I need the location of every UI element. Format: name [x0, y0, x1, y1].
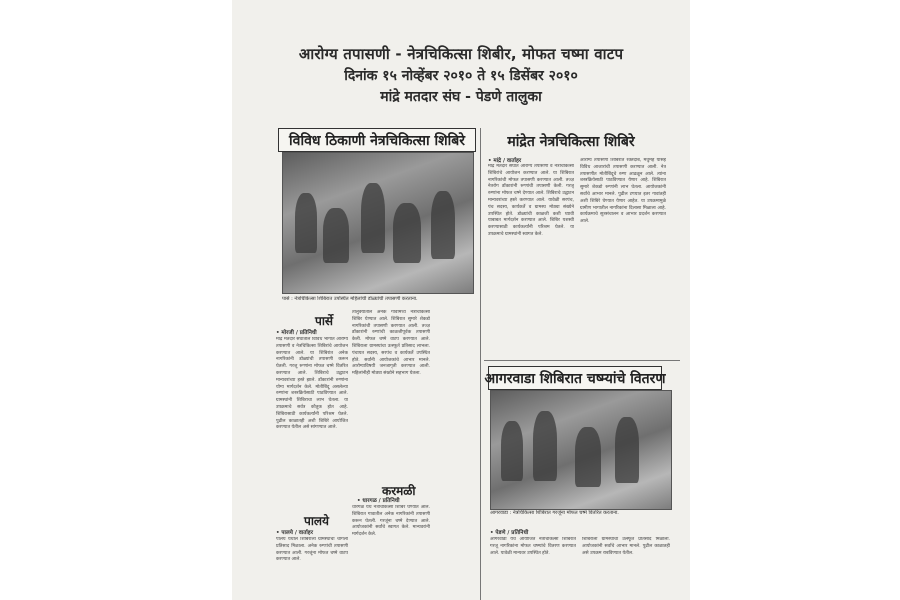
right-top-headline [485, 130, 657, 152]
left-photo-caption: पार्से : नेत्रचिकित्सा शिबिरात उपस्थित महिलांची डोळ्यांची तपासणी करताना. [282, 296, 418, 302]
subhead-karmali: करमळी [382, 484, 416, 498]
left-article-photo [282, 152, 474, 294]
newspaper-clipping [232, 0, 690, 600]
right-bottom-headline [484, 366, 666, 390]
header-line-2: दिनांक १५ नोव्हेंबर २०१० ते १५ डिसेंबर २०१० [344, 68, 578, 84]
right-bottom-headline-text: आगरवाडा शिबिरात चष्म्यांचे वितरण [484, 370, 666, 387]
byline-palye: • पालये / वार्ताहर [276, 530, 313, 536]
header-line-1: आरोग्य तपासणी - नेत्रचिकित्सा शिबीर, मोफत चष्मा वाटप [298, 45, 624, 63]
right-top-headline-text: मांद्रेत नेत्रचिकित्सा शिबिरे [507, 133, 635, 150]
right-top-column-1-text: मांद्रे मतदार संघात आरोग्य तपासणी व नेत्रचिकित्सा शिबिरांचे आयोजन करण्यात आले. या शिबिरात नागरिकांची मोफत तपासणी करण्यात आली. तज्ज्ञ नेत्ररोग डॉक्टरांनी रुग्णांची तपासणी केली. गरजू रुग्णांना मोफत चष्मे देण्यात आले. शिबिराचे उद्घाटन मान्यवरांच्या हस्ते करण्यात आले. यावेळी सरपंच, पंच सदस्य, कार्यकर्ते व ग्रामस्थ मोठ्या संख्येने उपस्थित होते. डोळ्यांची काळजी कशी घ्यावी याबाबत मार्गदर्शन करण्यात आले. शिबिर यशस्वी करण्यासाठी कार्यकर्त्यांनी परिश्रम घेतले. या उपक्रमाचे ग्रामस्थांनी स्वागत केले. [488, 164, 574, 237]
header-line-3: मांद्रे मतदार संघ - पेडणे तालुका [380, 89, 542, 105]
right-bottom-column-1-text: आगरवाडा येथे आयोजित नेत्रचिकित्सा शिबिरात गरजू नागरिकांना मोफत चष्म्यांचे वितरण करण्यात आले. यावेळी मान्यवर उपस्थित होते. [490, 537, 576, 556]
left-article-headline-text: विविध ठिकाणी नेत्रचिकित्सा शिबिरे [289, 132, 465, 149]
subhead-parse: पार्से [315, 314, 334, 328]
subhead-palye: पालये [304, 514, 330, 528]
byline-parse: • मोरजी / प्रतिनिधी [276, 330, 317, 336]
clipping-header [232, 44, 690, 106]
left-column-1-text: मांद्रे मतदार संघातील विविध भागात आरोग्य तपासणी व नेत्रचिकित्सा शिबिरांचे आयोजन करण्यात आले. या शिबिरांत अनेक नागरिकांनी डोळ्यांची तपासणी करून घेतली. गरजू रुग्णांना मोफत चष्मे वितरित करण्यात आले. शिबिराचे उद्घाटन मान्यवरांच्या हस्ते झाले. डॉक्टरांनी रुग्णांना योग्य मार्गदर्शन केले. मोतीबिंदू असलेल्या रुग्णांना शस्त्रक्रियेसाठी पाठविण्यात आले. ग्रामस्थांनी शिबिराचा लाभ घेतला. या उपक्रमाचे सर्वत्र कौतुक होत आहे. शिबिरासाठी कार्यकर्त्यांनी परिश्रम घेतले. पुढील काळातही अशी शिबिरे आयोजित करण्यात येतील असे सांगण्यात आले. [276, 337, 348, 431]
right-photo-caption: आगरवाडा : नेत्रचिकित्सा शिबिरात गरजूंना मोफत चष्मे वितरित करताना. [490, 510, 619, 516]
right-bottom-byline: • पेडणे / प्रतिनिधी [490, 530, 529, 536]
left-article-headline [278, 128, 476, 152]
byline-karmali: • धारगळ / प्रतिनिधी [357, 498, 400, 504]
left-column-1b-text: पालये येथील शिबिराला ग्रामस्थांचा चांगला प्रतिसाद मिळाला. अनेक रुग्णांची तपासणी करण्यात आली. गरजूंना मोफत चष्मे वाटप करण्यात आले. [276, 537, 348, 563]
right-section-divider [484, 360, 680, 361]
left-column-2b-text: धारगळ येथे नेत्रचिकित्सा शिबिर घेण्यात आले. शिबिरात गावातील अनेक नागरिकांनी तपासणी करून घेतली. गरजूंना चष्मे देण्यात आले. आयोजकांनी सर्वांचे स्वागत केले. मान्यवरांनी मार्गदर्शन केले. [352, 505, 430, 538]
right-bottom-column-2-text: शिबिराला ग्रामस्थांचा उत्स्फूर्त प्रतिसाद मिळाला. आयोजकांनी सर्वांचे आभार मानले. पुढील काळातही असे उपक्रम राबविण्यात येतील. [582, 537, 670, 556]
column-divider [480, 128, 481, 600]
right-top-column-2-text: आरोग्य तपासणी शिबिरात रक्तदाब, मधुमेह यांसह विविध आजारांची तपासणी करण्यात आली. नेत्र तपासणीत मोतीबिंदूचे रुग्ण आढळून आले. त्यांना शस्त्रक्रियेसाठी पाठविण्यात येणार आहे. शिबिरात सुमारे शेकडो रुग्णांनी लाभ घेतला. आयोजकांनी सर्वांचे आभार मानले. पुढील टप्प्यात इतर गावांतही अशी शिबिरे घेण्यात येणार आहेत. या उपक्रमामुळे ग्रामीण भागातील नागरिकांना दिलासा मिळाला आहे. कार्यक्रमाचे सूत्रसंचालन व आभार प्रदर्शन करण्यात आले. [580, 158, 666, 225]
right-bottom-photo [490, 390, 672, 510]
left-column-2-text: तालुक्यातील अनेक गावांमध्ये नेत्रचिकित्सा शिबिर घेण्यात आले. शिबिरात सुमारे शेकडो नागरिकांची तपासणी करण्यात आली. तज्ज्ञ डॉक्टरांनी रुग्णांची काळजीपूर्वक तपासणी केली. मोफत चष्मे वाटप करण्यात आले. शिबिराला ग्रामस्थांचा उत्स्फूर्त प्रतिसाद लाभला. पंचायत सदस्य, सरपंच व कार्यकर्ते उपस्थित होते. सर्वांनी आयोजकांचे आभार मानले. आरोग्याविषयी जनजागृती करण्यात आली. महिलांनीही मोठ्या संख्येने सहभाग घेतला. [352, 310, 430, 377]
right-top-byline: • मांद्रे / वार्ताहर [488, 158, 522, 164]
